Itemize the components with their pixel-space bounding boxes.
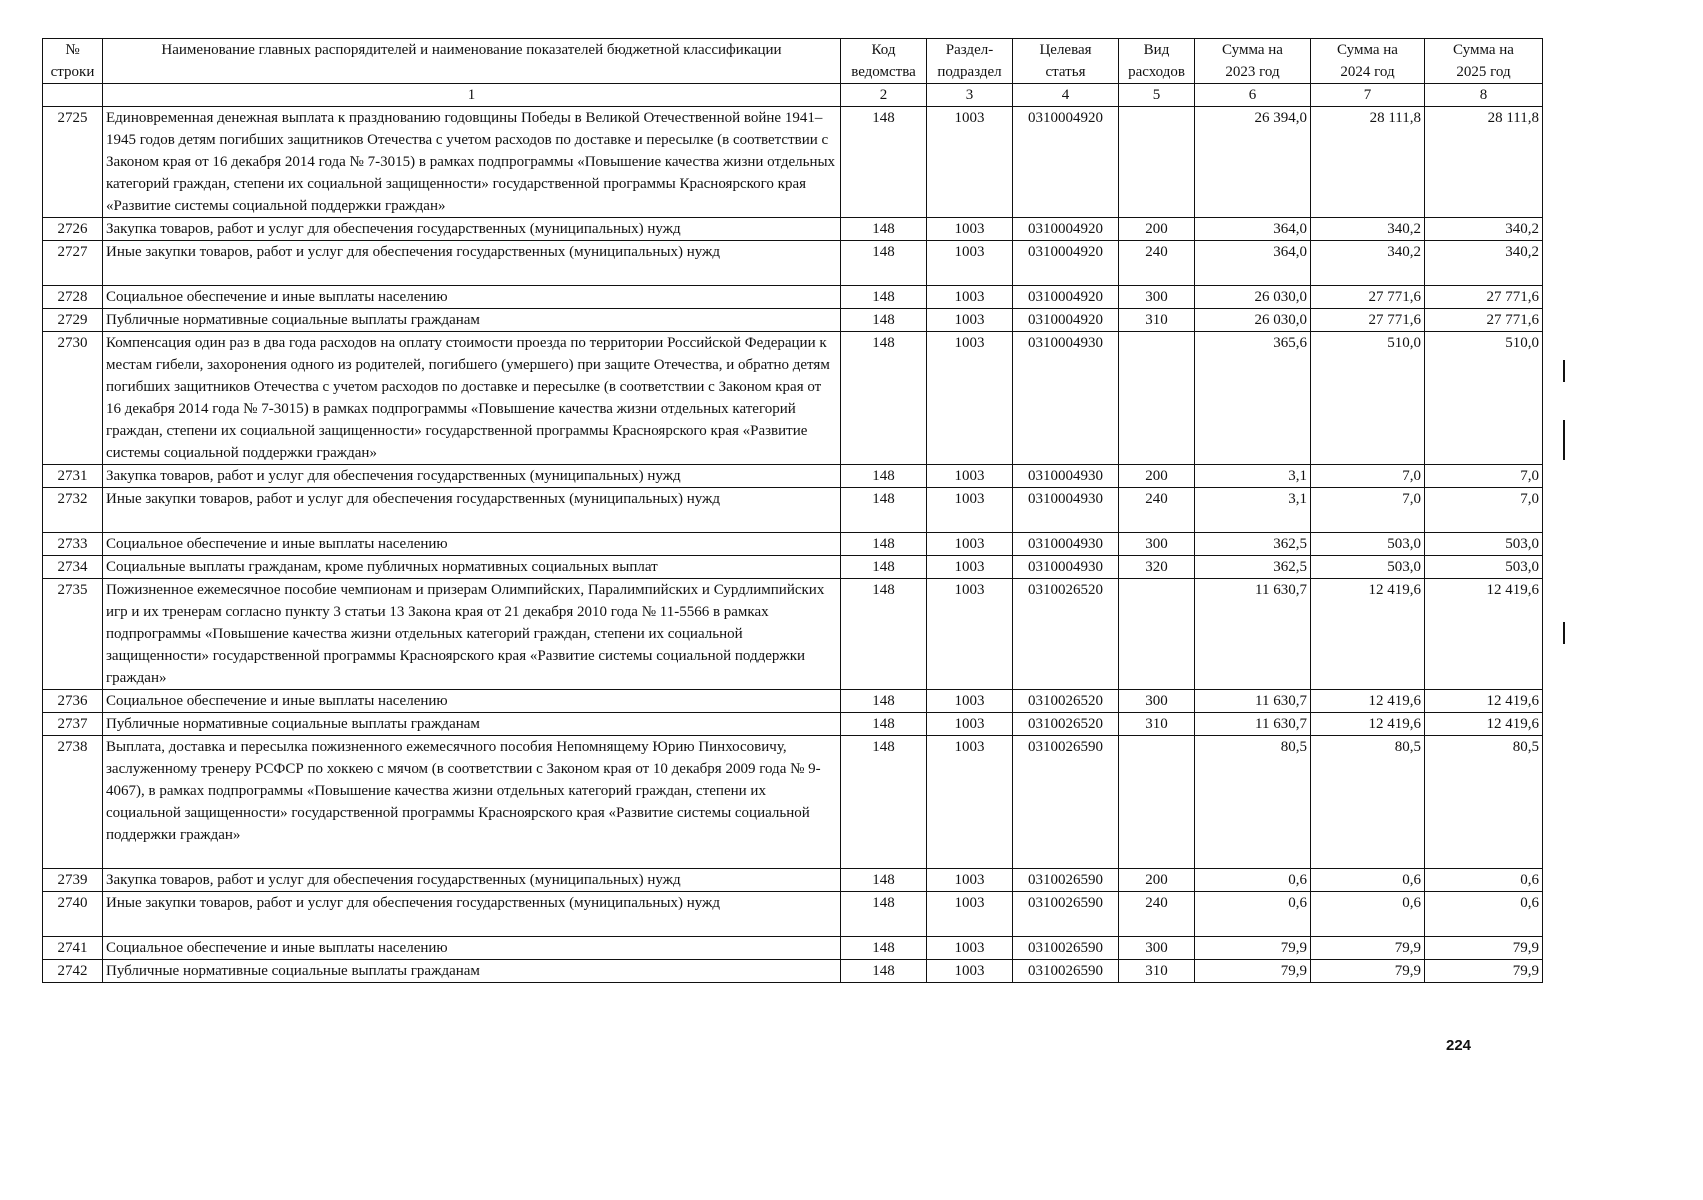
row-expense-kind: [1119, 107, 1195, 218]
column-number: 6: [1195, 84, 1311, 107]
row-number: 2728: [43, 286, 103, 309]
column-number: 2: [841, 84, 927, 107]
row-sum-2023: 365,6: [1195, 332, 1311, 465]
column-number: 5: [1119, 84, 1195, 107]
header-row-no: № строки: [43, 39, 103, 84]
scan-edge-mark: [1563, 360, 1565, 382]
row-sum-2023: 26 030,0: [1195, 286, 1311, 309]
table-row: [43, 960, 1543, 983]
row-sum-2024: 0,6: [1311, 892, 1425, 937]
row-expense-kind: 240: [1119, 892, 1195, 937]
row-name: Публичные нормативные социальные выплаты гражданам: [103, 960, 841, 983]
row-sum-2023: 364,0: [1195, 218, 1311, 241]
row-number: 2738: [43, 736, 103, 869]
row-expense-kind: [1119, 736, 1195, 869]
row-target-item: 0310026590: [1013, 869, 1119, 892]
row-sum-2025: 7,0: [1425, 488, 1543, 533]
row-expense-kind: 200: [1119, 869, 1195, 892]
row-number: 2733: [43, 533, 103, 556]
row-number: 2734: [43, 556, 103, 579]
row-target-item: 0310004930: [1013, 488, 1119, 533]
row-sum-2024: 503,0: [1311, 533, 1425, 556]
row-sum-2023: 11 630,7: [1195, 690, 1311, 713]
row-name: Компенсация один раз в два года расходов на оплату стоимости проезда по территории Российской Федерации к местам гибели, захоронения одного из родителей, погибшего (умершего) при защите Отечества, и обратно детям погибших защитников Отечества с учетом расходов по доставке и пересылке (в соответствии с Законом края от 16 декабря 2014 года № 7-3015) в рамках подпрограммы «Повышение качества жизни отдельных категорий граждан, степени их социальной защищенности» государственной программы Красноярского края «Развитие системы социальной поддержки граждан»: [103, 332, 841, 465]
row-expense-kind: 310: [1119, 960, 1195, 983]
scan-edge-mark: [1563, 420, 1565, 460]
row-section: 1003: [927, 960, 1013, 983]
row-section: 1003: [927, 488, 1013, 533]
row-target-item: 0310004930: [1013, 332, 1119, 465]
row-sum-2025: 80,5: [1425, 736, 1543, 869]
row-name: Закупка товаров, работ и услуг для обеспечения государственных (муниципальных) нужд: [103, 218, 841, 241]
row-sum-2023: 11 630,7: [1195, 579, 1311, 690]
row-sum-2023: 364,0: [1195, 241, 1311, 286]
row-sum-2023: 362,5: [1195, 556, 1311, 579]
row-target-item: 0310026590: [1013, 892, 1119, 937]
table-body: [43, 107, 1543, 983]
row-sum-2024: 7,0: [1311, 488, 1425, 533]
row-sum-2024: 27 771,6: [1311, 286, 1425, 309]
row-name: Иные закупки товаров, работ и услуг для обеспечения государственных (муниципальных) нужд: [103, 241, 841, 286]
table-row: [43, 579, 1543, 690]
header-row: [43, 39, 1543, 84]
row-name: Иные закупки товаров, работ и услуг для обеспечения государственных (муниципальных) нужд: [103, 892, 841, 937]
column-number: 4: [1013, 84, 1119, 107]
row-number: 2725: [43, 107, 103, 218]
row-number: 2740: [43, 892, 103, 937]
header-sum-2024: Сумма на 2024 год: [1311, 39, 1425, 84]
row-section: 1003: [927, 579, 1013, 690]
row-target-item: 0310026590: [1013, 736, 1119, 869]
row-number: 2739: [43, 869, 103, 892]
row-sum-2024: 28 111,8: [1311, 107, 1425, 218]
row-sum-2024: 27 771,6: [1311, 309, 1425, 332]
row-sum-2025: 12 419,6: [1425, 690, 1543, 713]
row-name: Социальное обеспечение и иные выплаты населению: [103, 937, 841, 960]
row-target-item: 0310004920: [1013, 107, 1119, 218]
row-target-item: 0310026520: [1013, 713, 1119, 736]
row-dept-code: 148: [841, 309, 927, 332]
table-row: [43, 332, 1543, 465]
row-expense-kind: 310: [1119, 713, 1195, 736]
column-number-blank: [43, 84, 103, 107]
row-sum-2025: 79,9: [1425, 960, 1543, 983]
row-expense-kind: 200: [1119, 218, 1195, 241]
row-sum-2025: 510,0: [1425, 332, 1543, 465]
table-row: [43, 107, 1543, 218]
row-name: Социальное обеспечение и иные выплаты населению: [103, 286, 841, 309]
row-sum-2023: 0,6: [1195, 892, 1311, 937]
row-sum-2023: 3,1: [1195, 465, 1311, 488]
row-sum-2023: 80,5: [1195, 736, 1311, 869]
row-section: 1003: [927, 107, 1013, 218]
row-expense-kind: 300: [1119, 937, 1195, 960]
header-target: Целевая статья: [1013, 39, 1119, 84]
row-sum-2024: 79,9: [1311, 937, 1425, 960]
row-expense-kind: 200: [1119, 465, 1195, 488]
row-dept-code: 148: [841, 690, 927, 713]
row-sum-2024: 340,2: [1311, 241, 1425, 286]
row-dept-code: 148: [841, 579, 927, 690]
scan-edge-mark: [1563, 622, 1565, 644]
row-name: Закупка товаров, работ и услуг для обеспечения государственных (муниципальных) нужд: [103, 465, 841, 488]
row-dept-code: 148: [841, 533, 927, 556]
row-expense-kind: [1119, 332, 1195, 465]
row-number: 2741: [43, 937, 103, 960]
row-name: Публичные нормативные социальные выплаты гражданам: [103, 713, 841, 736]
row-section: 1003: [927, 218, 1013, 241]
header-kind: Вид расходов: [1119, 39, 1195, 84]
row-expense-kind: 320: [1119, 556, 1195, 579]
row-section: 1003: [927, 309, 1013, 332]
row-sum-2023: 362,5: [1195, 533, 1311, 556]
row-sum-2025: 503,0: [1425, 556, 1543, 579]
row-number: 2731: [43, 465, 103, 488]
header-code: Код ведомства: [841, 39, 927, 84]
header-sum-2023: Сумма на 2023 год: [1195, 39, 1311, 84]
row-section: 1003: [927, 332, 1013, 465]
row-dept-code: 148: [841, 892, 927, 937]
row-target-item: 0310026520: [1013, 579, 1119, 690]
row-section: 1003: [927, 241, 1013, 286]
table-row: [43, 736, 1543, 869]
row-section: 1003: [927, 869, 1013, 892]
row-sum-2025: 340,2: [1425, 241, 1543, 286]
table-row: [43, 713, 1543, 736]
row-target-item: 0310004930: [1013, 533, 1119, 556]
row-dept-code: 148: [841, 488, 927, 533]
row-sum-2025: 503,0: [1425, 533, 1543, 556]
row-dept-code: 148: [841, 107, 927, 218]
row-dept-code: 148: [841, 869, 927, 892]
row-sum-2025: 27 771,6: [1425, 309, 1543, 332]
row-dept-code: 148: [841, 241, 927, 286]
row-name: Социальное обеспечение и иные выплаты населению: [103, 533, 841, 556]
row-sum-2024: 79,9: [1311, 960, 1425, 983]
row-sum-2024: 340,2: [1311, 218, 1425, 241]
row-section: 1003: [927, 533, 1013, 556]
row-target-item: 0310004920: [1013, 309, 1119, 332]
row-name: Иные закупки товаров, работ и услуг для обеспечения государственных (муниципальных) нужд: [103, 488, 841, 533]
table-row: [43, 937, 1543, 960]
column-number: 8: [1425, 84, 1543, 107]
column-number: 7: [1311, 84, 1425, 107]
row-name: Социальное обеспечение и иные выплаты населению: [103, 690, 841, 713]
row-number: 2735: [43, 579, 103, 690]
row-sum-2023: 11 630,7: [1195, 713, 1311, 736]
row-sum-2023: 0,6: [1195, 869, 1311, 892]
row-section: 1003: [927, 556, 1013, 579]
column-number-row: [43, 84, 1543, 107]
row-name: Выплата, доставка и пересылка пожизненного ежемесячного пособия Непомнящему Юрию Пинхосовичу, заслуженному тренеру РСФСР по хоккею с мячом (в соответствии с Законом края от 10 декабря 2009 года № 9-4067), в рамках подпрограммы «Повышение качества жизни отдельных категорий граждан, степени их социальной защищенности» государственной программы Красноярского края «Развитие системы социальной поддержки граждан»: [103, 736, 841, 869]
row-sum-2024: 12 419,6: [1311, 713, 1425, 736]
header-sum-2025: Сумма на 2025 год: [1425, 39, 1543, 84]
row-section: 1003: [927, 713, 1013, 736]
row-name: Пожизненное ежемесячное пособие чемпионам и призерам Олимпийских, Паралимпийских и Сурдлимпийских игр и их тренерам согласно пункту 3 статьи 13 Закона края от 21 декабря 2010 года № 11-5566 в рамках подпрограммы «Повышение качества жизни отдельных категорий граждан, степени их социальной защищенности» государственной программы Красноярского края «Развитие системы социальной поддержки граждан»: [103, 579, 841, 690]
row-sum-2023: 3,1: [1195, 488, 1311, 533]
row-target-item: 0310026520: [1013, 690, 1119, 713]
row-sum-2024: 510,0: [1311, 332, 1425, 465]
table-row: [43, 465, 1543, 488]
row-number: 2736: [43, 690, 103, 713]
row-dept-code: 148: [841, 736, 927, 869]
table-row: [43, 869, 1543, 892]
row-section: 1003: [927, 937, 1013, 960]
row-dept-code: 148: [841, 960, 927, 983]
row-sum-2025: 0,6: [1425, 869, 1543, 892]
row-dept-code: 148: [841, 937, 927, 960]
page-number: 224: [1446, 1037, 1472, 1054]
row-sum-2025: 79,9: [1425, 937, 1543, 960]
header-section: Раздел- подраздел: [927, 39, 1013, 84]
row-sum-2025: 12 419,6: [1425, 579, 1543, 690]
row-number: 2737: [43, 713, 103, 736]
table-row: [43, 533, 1543, 556]
column-number: 1: [103, 84, 841, 107]
row-sum-2024: 12 419,6: [1311, 579, 1425, 690]
row-target-item: 0310004930: [1013, 556, 1119, 579]
row-number: 2729: [43, 309, 103, 332]
table-row: [43, 309, 1543, 332]
row-name: Социальные выплаты гражданам, кроме публичных нормативных социальных выплат: [103, 556, 841, 579]
row-sum-2025: 7,0: [1425, 465, 1543, 488]
row-expense-kind: 310: [1119, 309, 1195, 332]
row-dept-code: 148: [841, 332, 927, 465]
table-row: [43, 286, 1543, 309]
row-target-item: 0310004930: [1013, 465, 1119, 488]
row-target-item: 0310026590: [1013, 937, 1119, 960]
row-number: 2730: [43, 332, 103, 465]
row-target-item: 0310004920: [1013, 241, 1119, 286]
row-sum-2024: 0,6: [1311, 869, 1425, 892]
column-number: 3: [927, 84, 1013, 107]
row-number: 2742: [43, 960, 103, 983]
row-sum-2023: 26 030,0: [1195, 309, 1311, 332]
row-number: 2732: [43, 488, 103, 533]
row-expense-kind: 240: [1119, 488, 1195, 533]
row-target-item: 0310004920: [1013, 286, 1119, 309]
row-number: 2727: [43, 241, 103, 286]
table-row: [43, 892, 1543, 937]
row-target-item: 0310026590: [1013, 960, 1119, 983]
header-name: Наименование главных распорядителей и наименование показателей бюджетной классификации: [103, 39, 841, 84]
table-row: [43, 488, 1543, 533]
row-name: Публичные нормативные социальные выплаты гражданам: [103, 309, 841, 332]
row-dept-code: 148: [841, 713, 927, 736]
row-sum-2025: 340,2: [1425, 218, 1543, 241]
row-name: Единовременная денежная выплата к празднованию годовщины Победы в Великой Отечественной войне 1941–1945 годов детям погибших защитников Отечества с учетом расходов по доставке и пересылке (в соответствии с Законом края от 16 декабря 2014 года № 7-3015) в рамках подпрограммы «Повышение качества жизни отдельных категорий граждан, степени их социальной защищенности» государственной программы Красноярского края «Развитие системы социальной поддержки граждан»: [103, 107, 841, 218]
table-row: [43, 556, 1543, 579]
row-expense-kind: 300: [1119, 533, 1195, 556]
row-section: 1003: [927, 690, 1013, 713]
row-sum-2025: 27 771,6: [1425, 286, 1543, 309]
row-dept-code: 148: [841, 556, 927, 579]
row-expense-kind: [1119, 579, 1195, 690]
row-sum-2024: 80,5: [1311, 736, 1425, 869]
row-expense-kind: 300: [1119, 286, 1195, 309]
row-dept-code: 148: [841, 218, 927, 241]
row-section: 1003: [927, 892, 1013, 937]
table-row: [43, 690, 1543, 713]
row-sum-2024: 503,0: [1311, 556, 1425, 579]
row-name: Закупка товаров, работ и услуг для обеспечения государственных (муниципальных) нужд: [103, 869, 841, 892]
row-sum-2025: 28 111,8: [1425, 107, 1543, 218]
table-row: [43, 241, 1543, 286]
row-section: 1003: [927, 736, 1013, 869]
table-row: [43, 218, 1543, 241]
row-sum-2024: 7,0: [1311, 465, 1425, 488]
row-number: 2726: [43, 218, 103, 241]
row-sum-2025: 12 419,6: [1425, 713, 1543, 736]
budget-table: [42, 38, 1543, 983]
row-sum-2023: 79,9: [1195, 960, 1311, 983]
row-target-item: 0310004920: [1013, 218, 1119, 241]
row-dept-code: 148: [841, 465, 927, 488]
row-sum-2024: 12 419,6: [1311, 690, 1425, 713]
row-section: 1003: [927, 286, 1013, 309]
row-expense-kind: 240: [1119, 241, 1195, 286]
row-dept-code: 148: [841, 286, 927, 309]
row-sum-2025: 0,6: [1425, 892, 1543, 937]
row-section: 1003: [927, 465, 1013, 488]
row-expense-kind: 300: [1119, 690, 1195, 713]
row-sum-2023: 79,9: [1195, 937, 1311, 960]
row-sum-2023: 26 394,0: [1195, 107, 1311, 218]
